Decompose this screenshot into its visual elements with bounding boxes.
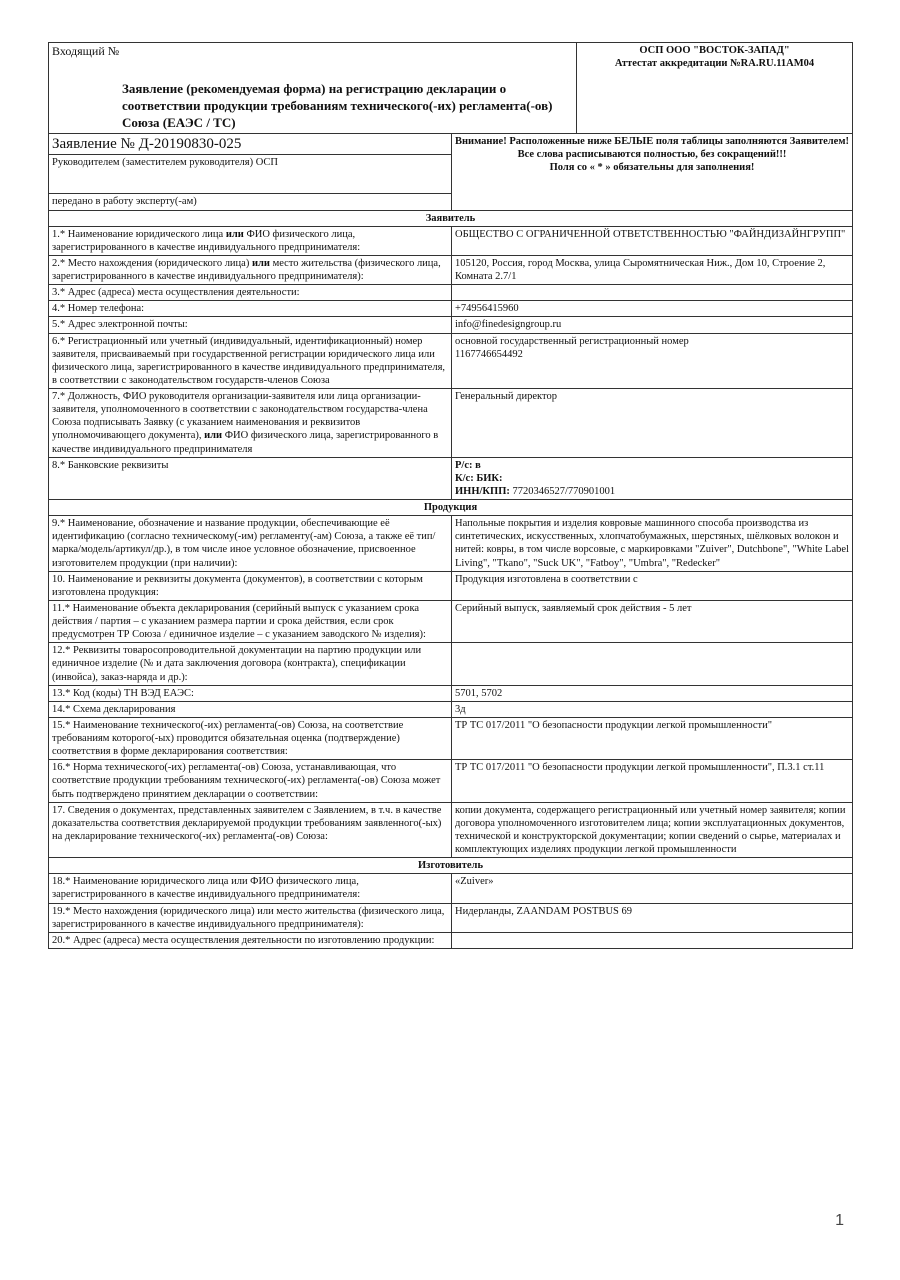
field-label-19: 19.* Место нахождения (юридического лица) или место жительства (физического лица, зарегистрированного в качестве индивидуального предпринимателя): [49, 903, 452, 932]
field-label-11: 11.* Наименование объекта декларирования (серийный выпуск с указанием срока действия / партия – с указанием размера партии и срока действия, если срок предусмотрен ТР Союза / единичное изделие – с указанием заводского № изделия): [49, 600, 452, 642]
field-label-6: 6.* Регистрационный или учетный (индивидуальный, идентификационный) номер заявителя, присваиваемый при государственной регистрации юридического лица или физического лица, зарегистрированного в качестве индивидуального предпринимателя, в соответствии с законодательством государств-членов Союза [49, 333, 452, 389]
label-part: 1.* Наименование юридического лица [52, 228, 226, 240]
section-product-row [49, 500, 853, 516]
field-value-5[interactable]: info@finedesigngroup.ru [452, 317, 853, 333]
inn-kpp-label: ИНН/КПП: [455, 485, 510, 497]
field-value-17[interactable]: копии документа, содержащего регистрационный или учетный номер заявителя; копии договора уполномоченного изготовителем лица; копии эксплуатационных документов, технической и конструкторской документации; копии сведений о сырье, материалах и комплектующих изделиях продукции легкой промышленности [452, 802, 853, 858]
field-value-4[interactable]: +74956415960 [452, 301, 853, 317]
field-row-5 [49, 317, 853, 333]
field-row-3 [49, 285, 853, 301]
field-label-10: 10. Наименование и реквизиты документа (документов), в соответствии с которым изготовлена продукция: [49, 571, 452, 600]
field-value-1[interactable]: ОБЩЕСТВО С ОГРАНИЧЕННОЙ ОТВЕТСТВЕННОСТЬЮ "ФАЙНДИЗАЙНГРУПП" [452, 226, 853, 255]
instructions-note [452, 133, 853, 210]
label-part: ФИО физического лица, зарегистрированного в качестве индивидуального предпринимателя [52, 430, 439, 455]
field-row-9 [49, 516, 853, 572]
settlement-account: Р/с: в [455, 459, 481, 471]
field-label-3: 3.* Адрес (адреса) места осуществления деятельности: [49, 285, 452, 301]
field-value-10[interactable]: Продукция изготовлена в соответствии с [452, 571, 853, 600]
field-row-4 [49, 301, 853, 317]
field-label-5: 5.* Адрес электронной почты: [49, 317, 452, 333]
instructions-note-line-2: Все слова расписываются полностью, без сокращений!!! [517, 148, 787, 160]
label-part: 2.* Место нахождения (юридического лица) [52, 257, 252, 269]
instructions-note-line-3: Поля со « * » обязательны для заполнения! [549, 161, 755, 173]
instructions-note-line-1: Внимание! Расположенные ниже БЕЛЫЕ поля таблицы заполняются Заявителем! [455, 135, 849, 147]
field-value-15[interactable]: ТР ТС 017/2011 "О безопасности продукции легкой промышленности" [452, 717, 853, 759]
field-label-17: 17. Сведения о документах, представленных заявителем с Заявлением, в т.ч. в качестве доказательства соответствия декларируемой продукции требованиям заявленного(-ых) на декларирование технического(-их) регламента(-ов) Союза: [49, 802, 452, 858]
label-part: место жительства (физического лица, зарегистрированного в качестве индивидуального предпринимателя): [52, 257, 441, 283]
form-title: Заявление (рекомендуемая форма) на регистрацию декларации о соответствии продукции требованиям технического(-их) регламента(-ов) Союза (ЕАЭС / ТС) [122, 81, 553, 130]
field-row-12 [49, 643, 853, 685]
field-row-2 [49, 255, 853, 284]
section-manufacturer-title: Изготовитель [49, 858, 853, 874]
field-label-8: 8.* Банковские реквизиты [49, 457, 452, 499]
field-row-16 [49, 760, 853, 802]
page-number: 1 [835, 1212, 844, 1229]
label-emphasis: или [204, 430, 223, 442]
declaration-form [48, 42, 852, 949]
section-manufacturer-row [49, 858, 853, 874]
form-header-row [49, 43, 853, 134]
field-row-7 [49, 389, 853, 458]
inn-kpp-line [455, 485, 849, 498]
field-label-7 [49, 389, 452, 458]
field-label-18: 18.* Наименование юридического лица или ФИО физического лица, зарегистрированного в качестве индивидуального предпринимателя: [49, 874, 452, 903]
field-value-11[interactable]: Серийный выпуск, заявляемый срок действия - 5 лет [452, 600, 853, 642]
form-table [48, 42, 853, 949]
field-row-6 [49, 333, 853, 389]
form-header-left [49, 43, 577, 134]
section-applicant-row [49, 210, 853, 226]
field-value-19[interactable]: Нидерланды, ZAANDAM POSTBUS 69 [452, 903, 853, 932]
incoming-number-label: Входящий № [52, 44, 120, 58]
label-part: ФИО физического лица, зарегистрированного в качестве индивидуального предпринимателя: [52, 228, 361, 253]
section-product-title: Продукция [49, 500, 853, 516]
field-value-2[interactable]: 105120, Россия, город Москва, улица Сыромятническая Ниж., Дом 10, Строение 2, Комната 2.7/1 [452, 255, 853, 284]
label-emphasis: или [225, 228, 244, 240]
field-label-2 [49, 255, 452, 284]
certification-body-name: ОСП ООО "ВОСТОК-ЗАПАД" [639, 45, 790, 56]
application-number: Заявление № Д-20190830-025 [49, 134, 451, 156]
field-label-12: 12.* Реквизиты товаросопроводительной документации на партию продукции или единичное изделие (№ и дата заключения договора (контракта), спецификации (инвойса), заказ-наряда и др.): [49, 643, 452, 685]
field-value-8[interactable] [452, 457, 853, 499]
field-value-14[interactable]: 3д [452, 701, 853, 717]
field-value-3[interactable] [452, 285, 853, 301]
field-value-7[interactable]: Генеральный директор [452, 389, 853, 458]
field-value-12[interactable] [452, 643, 853, 685]
field-value-13[interactable]: 5701, 5702 [452, 685, 853, 701]
field-value-9[interactable]: Напольные покрытия и изделия ковровые машинного способа производства из синтетических, искусственных, хлопчатобумажных, шерстяных, шёлковых волокон и нитей: ковры, в том числе ворсовые, с маркировками "Zuiver", Dutchbone", "White Label Living", "Tkano", "Suck UK", "Fatboy", "Umbra", "Redecker" [452, 516, 853, 572]
field-row-17 [49, 802, 853, 858]
field-value-16[interactable]: ТР ТС 017/2011 "О безопасности продукции легкой промышленности", П.3.1 ст.11 [452, 760, 853, 802]
field-value-6[interactable] [452, 333, 853, 389]
registration-number: 1167746654492 [455, 348, 523, 360]
field-row-10 [49, 571, 853, 600]
application-info-row [49, 133, 853, 210]
field-label-9: 9.* Наименование, обозначение и название продукции, обеспечивающие её идентификацию (согласно техническому(-им) регламенту(-ам) Союза, а также её тип/марка/модель/артикул/др.), в том числе иное условное обозначение, присвоенное изготовителем продукции (при наличии): [49, 516, 452, 572]
field-label-4: 4.* Номер телефона: [49, 301, 452, 317]
transferred-to-expert: передано в работу эксперту(-ам) [52, 196, 197, 208]
field-label-13: 13.* Код (коды) ТН ВЭД ЕАЭС: [49, 685, 452, 701]
certification-body-box [577, 43, 853, 134]
correspondent-account-bik: К/с: БИК: [455, 472, 503, 484]
field-row-15 [49, 717, 853, 759]
field-row-20 [49, 932, 853, 948]
label-part: 7.* Должность, ФИО руководителя организации-заявителя или лица организации-заявителя, уполномоченного в соответствии с законодательством государства-члена Союза подписывать Заявку (с указанием наименования и реквизитов уполномочивающего документа), [52, 391, 428, 442]
field-row-1 [49, 226, 853, 255]
field-row-19 [49, 903, 853, 932]
field-label-15: 15.* Наименование технического(-их) регламента(-ов) Союза, на соответствие требованиям которого(-ых) проводится обязательная оценка (подтверждение) соответствия в форме декларирования соответствия: [49, 717, 452, 759]
field-value-18[interactable]: «Zuiver» [452, 874, 853, 903]
application-info-left [49, 133, 452, 210]
accreditation-number: Аттестат аккредитации №RA.RU.11АМ04 [614, 58, 815, 70]
field-row-14 [49, 701, 853, 717]
section-applicant-title: Заявитель [49, 210, 853, 226]
field-label-20: 20.* Адрес (адреса) места осуществления деятельности по изготовлению продукции: [49, 932, 452, 948]
inn-kpp-value: 7720346527/770901001 [509, 485, 616, 497]
field-row-13 [49, 685, 853, 701]
manager-line: Руководителем (заместителем руководителя) ОСП [49, 155, 451, 194]
label-emphasis: или [251, 257, 270, 269]
registration-number-type: основной государственный регистрационный номер [455, 335, 689, 347]
field-label-16: 16.* Норма технического(-их) регламента(-ов) Союза, устанавливающая, что соответствие продукции требованиям технического(-их) регламента(-ов) Союза может быть подтверждено принятием декларации о соответствии: [49, 760, 452, 802]
field-label-14: 14.* Схема декларирования [49, 701, 452, 717]
field-row-18 [49, 874, 853, 903]
field-value-20[interactable] [452, 932, 853, 948]
field-row-8 [49, 457, 853, 499]
field-row-11 [49, 600, 853, 642]
field-label-1 [49, 226, 452, 255]
